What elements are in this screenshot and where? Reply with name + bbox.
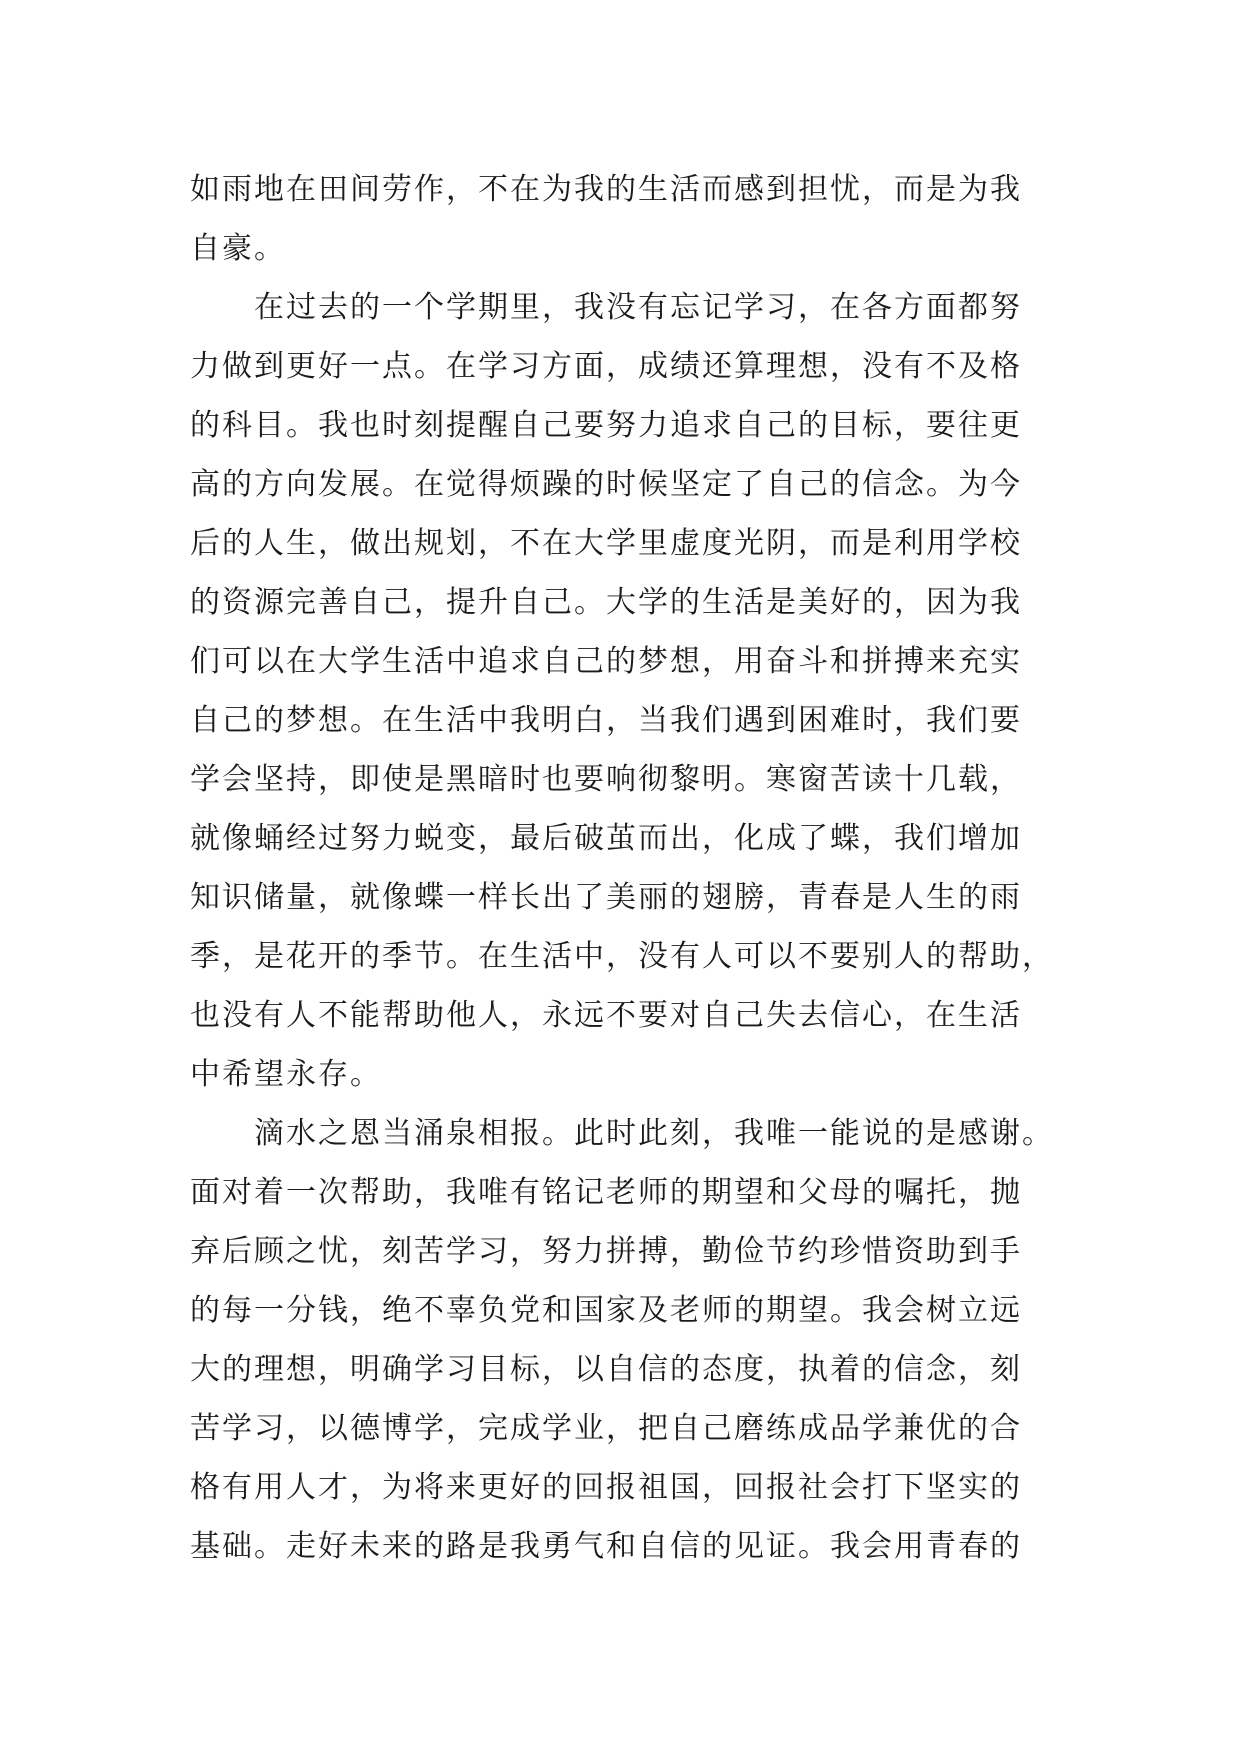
text-line: 基础。走好未来的路是我勇气和自信的见证。我会用青春的: [190, 1529, 1022, 1564]
text-line: 大的理想，明确学习目标，以自信的态度，执着的信念，刻: [190, 1352, 1022, 1387]
text-line: 学会坚持，即使是黑暗时也要响彻黎明。寒窗苦读十几载，: [190, 762, 1022, 797]
text-line: 如雨地在田间劳作，不在为我的生活而感到担忧，而是为我: [190, 172, 1022, 207]
text-line: 们可以在大学生活中追求自己的梦想，用奋斗和拼搏来充实: [190, 644, 1022, 679]
text-line: 季，是花开的季节。在生活中，没有人可以不要别人的帮助，: [190, 939, 1054, 974]
text-line: 自豪。: [190, 231, 286, 266]
body-text: [190, 160, 1070, 1576]
text-line: 高的方向发展。在觉得烦躁的时候坚定了自己的信念。为今: [190, 467, 1022, 502]
text-line: 知识储量，就像蝶一样长出了美丽的翅膀，青春是人生的雨: [190, 880, 1022, 915]
text-line: 滴水之恩当涌泉相报。此时此刻，我唯一能说的是感谢。: [190, 1116, 1054, 1151]
text-line: 自己的梦想。在生活中我明白，当我们遇到困难时，我们要: [190, 703, 1022, 738]
text-line: 弃后顾之忧，刻苦学习，努力拼搏，勤俭节约珍惜资助到手: [190, 1234, 1022, 1269]
text-line: 在过去的一个学期里，我没有忘记学习，在各方面都努: [190, 290, 1022, 325]
text-line: 的资源完善自己，提升自己。大学的生活是美好的，因为我: [190, 585, 1022, 620]
text-line: 也没有人不能帮助他人，永远不要对自己失去信心，在生活: [190, 998, 1022, 1033]
text-line: 力做到更好一点。在学习方面，成绩还算理想，没有不及格: [190, 349, 1022, 384]
text-line: 苦学习，以德博学，完成学业，把自己磨练成品学兼优的合: [190, 1411, 1022, 1446]
text-line: 的科目。我也时刻提醒自己要努力追求自己的目标，要往更: [190, 408, 1022, 443]
text-line: 后的人生，做出规划，不在大学里虚度光阴，而是利用学校: [190, 526, 1022, 561]
text-line: 面对着一次帮助，我唯有铭记老师的期望和父母的嘱托，抛: [190, 1175, 1022, 1210]
text-line: 中希望永存。: [190, 1057, 382, 1092]
text-line: 就像蛹经过努力蜕变，最后破茧而出，化成了蝶，我们增加: [190, 821, 1022, 856]
text-line: 的每一分钱，绝不辜负党和国家及老师的期望。我会树立远: [190, 1293, 1022, 1328]
text-line: 格有用人才，为将来更好的回报祖国，回报社会打下坚实的: [190, 1470, 1022, 1505]
